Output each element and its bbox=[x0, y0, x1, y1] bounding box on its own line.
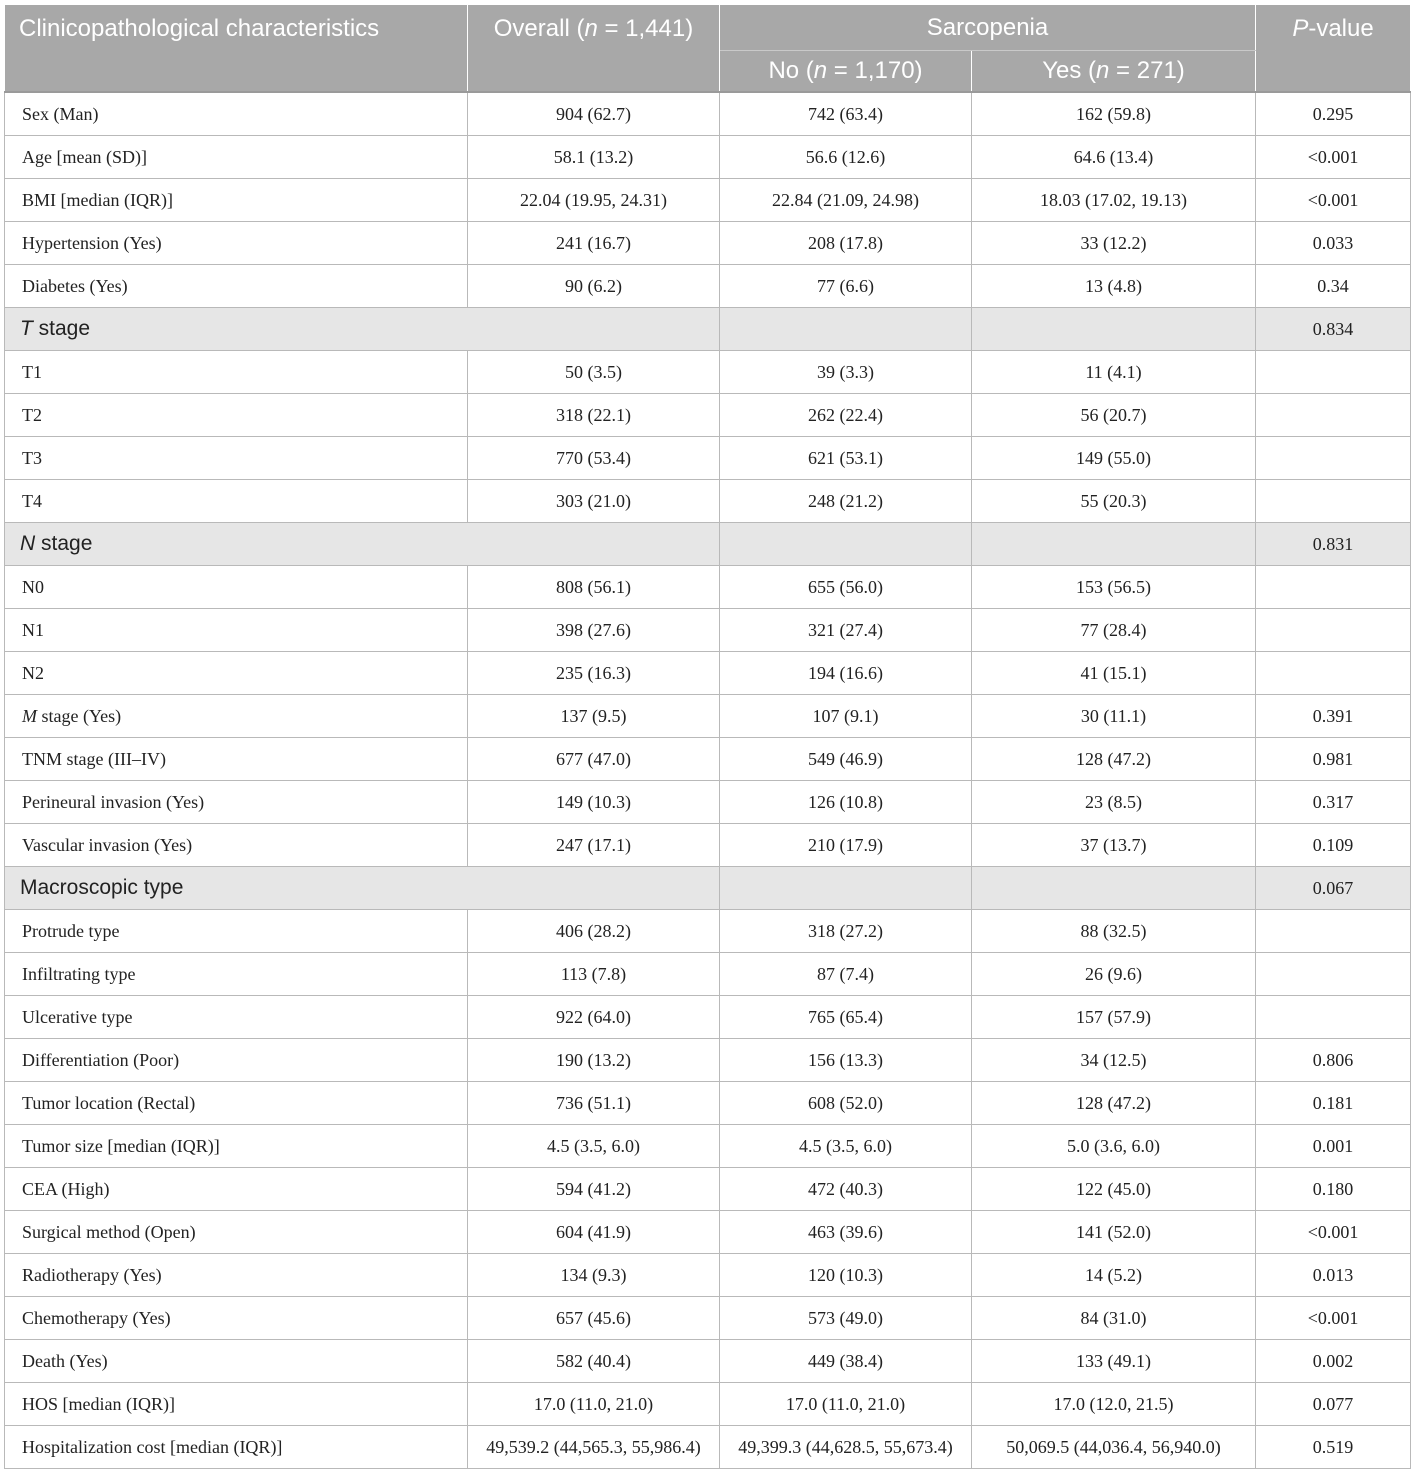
row-label: N2 bbox=[5, 652, 468, 695]
cell-overall: 594 (41.2) bbox=[468, 1168, 720, 1211]
row-label: Hypertension (Yes) bbox=[5, 222, 468, 265]
table-row bbox=[5, 265, 1411, 308]
cell-no: 107 (9.1) bbox=[720, 695, 972, 738]
cell-overall: 303 (21.0) bbox=[468, 480, 720, 523]
cell-no: 87 (7.4) bbox=[720, 953, 972, 996]
cell-overall: 770 (53.4) bbox=[468, 437, 720, 480]
table-row bbox=[5, 1211, 1411, 1254]
header-sarcopenia: Sarcopenia bbox=[720, 5, 1256, 51]
row-label: N0 bbox=[5, 566, 468, 609]
characteristics-table bbox=[4, 4, 1411, 1469]
row-label: Tumor size [median (IQR)] bbox=[5, 1125, 468, 1168]
cell-yes: 13 (4.8) bbox=[972, 265, 1256, 308]
cell-yes: 18.03 (17.02, 19.13) bbox=[972, 179, 1256, 222]
cell-yes: 122 (45.0) bbox=[972, 1168, 1256, 1211]
table-row bbox=[5, 1383, 1411, 1426]
cell-yes: 33 (12.2) bbox=[972, 222, 1256, 265]
header-sarcopenia-no: No (n = 1,170) bbox=[720, 51, 972, 93]
cell-no: 17.0 (11.0, 21.0) bbox=[720, 1383, 972, 1426]
row-label: Infiltrating type bbox=[5, 953, 468, 996]
cell-overall: 4.5 (3.5, 6.0) bbox=[468, 1125, 720, 1168]
cell-yes: 55 (20.3) bbox=[972, 480, 1256, 523]
cell-p-value bbox=[1256, 566, 1411, 609]
row-label: Ulcerative type bbox=[5, 996, 468, 1039]
empty-cell bbox=[972, 867, 1256, 910]
header-sarcopenia-yes: Yes (n = 271) bbox=[972, 51, 1256, 93]
cell-yes: 128 (47.2) bbox=[972, 1082, 1256, 1125]
section-row bbox=[5, 867, 1411, 910]
cell-p-value: 0.077 bbox=[1256, 1383, 1411, 1426]
table-row bbox=[5, 222, 1411, 265]
cell-yes: 5.0 (3.6, 6.0) bbox=[972, 1125, 1256, 1168]
cell-no: 208 (17.8) bbox=[720, 222, 972, 265]
cell-p-value: 0.109 bbox=[1256, 824, 1411, 867]
row-label: BMI [median (IQR)] bbox=[5, 179, 468, 222]
cell-yes: 157 (57.9) bbox=[972, 996, 1256, 1039]
row-label: Age [mean (SD)] bbox=[5, 136, 468, 179]
cell-overall: 113 (7.8) bbox=[468, 953, 720, 996]
cell-no: 463 (39.6) bbox=[720, 1211, 972, 1254]
table-row bbox=[5, 351, 1411, 394]
row-label: Death (Yes) bbox=[5, 1340, 468, 1383]
cell-p-value bbox=[1256, 652, 1411, 695]
cell-overall: 398 (27.6) bbox=[468, 609, 720, 652]
header-characteristics: Clinicopathological characteristics bbox=[5, 5, 468, 93]
cell-p-value bbox=[1256, 351, 1411, 394]
row-label: T2 bbox=[5, 394, 468, 437]
table-row bbox=[5, 738, 1411, 781]
cell-p-value: 0.391 bbox=[1256, 695, 1411, 738]
empty-cell bbox=[972, 523, 1256, 566]
empty-cell bbox=[972, 308, 1256, 351]
cell-overall: 241 (16.7) bbox=[468, 222, 720, 265]
cell-no: 56.6 (12.6) bbox=[720, 136, 972, 179]
empty-cell bbox=[720, 308, 972, 351]
cell-no: 126 (10.8) bbox=[720, 781, 972, 824]
cell-overall: 137 (9.5) bbox=[468, 695, 720, 738]
cell-no: 765 (65.4) bbox=[720, 996, 972, 1039]
cell-p-value bbox=[1256, 910, 1411, 953]
table-row bbox=[5, 781, 1411, 824]
cell-no: 621 (53.1) bbox=[720, 437, 972, 480]
cell-no: 549 (46.9) bbox=[720, 738, 972, 781]
cell-p-value bbox=[1256, 394, 1411, 437]
row-label: T1 bbox=[5, 351, 468, 394]
section-row bbox=[5, 523, 1411, 566]
cell-p-value bbox=[1256, 953, 1411, 996]
row-label: Tumor location (Rectal) bbox=[5, 1082, 468, 1125]
table-row bbox=[5, 1297, 1411, 1340]
cell-overall: 318 (22.1) bbox=[468, 394, 720, 437]
header-overall: Overall (n = 1,441) bbox=[468, 5, 720, 93]
cell-p-value: 0.295 bbox=[1256, 92, 1411, 136]
table-row bbox=[5, 394, 1411, 437]
table-row bbox=[5, 1254, 1411, 1297]
section-label: Macroscopic type bbox=[5, 867, 720, 910]
cell-no: 472 (40.3) bbox=[720, 1168, 972, 1211]
cell-overall: 90 (6.2) bbox=[468, 265, 720, 308]
section-row bbox=[5, 308, 1411, 351]
header-p-value: P-value bbox=[1256, 5, 1411, 93]
cell-yes: 84 (31.0) bbox=[972, 1297, 1256, 1340]
cell-yes: 41 (15.1) bbox=[972, 652, 1256, 695]
cell-no: 248 (21.2) bbox=[720, 480, 972, 523]
cell-no: 210 (17.9) bbox=[720, 824, 972, 867]
empty-cell bbox=[720, 867, 972, 910]
cell-p-value: 0.317 bbox=[1256, 781, 1411, 824]
cell-yes: 50,069.5 (44,036.4, 56,940.0) bbox=[972, 1426, 1256, 1469]
row-label: M stage (Yes) bbox=[5, 695, 468, 738]
table-row bbox=[5, 92, 1411, 136]
cell-p-value: 0.180 bbox=[1256, 1168, 1411, 1211]
row-label: Surgical method (Open) bbox=[5, 1211, 468, 1254]
cell-overall: 235 (16.3) bbox=[468, 652, 720, 695]
table-row bbox=[5, 1125, 1411, 1168]
section-label: N stage bbox=[5, 523, 720, 566]
table-row bbox=[5, 480, 1411, 523]
cell-p-value: 0.181 bbox=[1256, 1082, 1411, 1125]
row-label: T3 bbox=[5, 437, 468, 480]
table-row bbox=[5, 953, 1411, 996]
cell-yes: 162 (59.8) bbox=[972, 92, 1256, 136]
table-body bbox=[5, 92, 1411, 1469]
cell-p-value: 0.001 bbox=[1256, 1125, 1411, 1168]
cell-no: 742 (63.4) bbox=[720, 92, 972, 136]
row-label: Hospitalization cost [median (IQR)] bbox=[5, 1426, 468, 1469]
cell-yes: 133 (49.1) bbox=[972, 1340, 1256, 1383]
cell-no: 120 (10.3) bbox=[720, 1254, 972, 1297]
cell-overall: 582 (40.4) bbox=[468, 1340, 720, 1383]
cell-no: 655 (56.0) bbox=[720, 566, 972, 609]
row-label: Diabetes (Yes) bbox=[5, 265, 468, 308]
cell-p-value: 0.834 bbox=[1256, 308, 1411, 351]
cell-p-value: 0.033 bbox=[1256, 222, 1411, 265]
cell-no: 22.84 (21.09, 24.98) bbox=[720, 179, 972, 222]
table-row bbox=[5, 824, 1411, 867]
cell-overall: 736 (51.1) bbox=[468, 1082, 720, 1125]
cell-overall: 190 (13.2) bbox=[468, 1039, 720, 1082]
cell-no: 608 (52.0) bbox=[720, 1082, 972, 1125]
cell-overall: 657 (45.6) bbox=[468, 1297, 720, 1340]
cell-no: 49,399.3 (44,628.5, 55,673.4) bbox=[720, 1426, 972, 1469]
cell-no: 318 (27.2) bbox=[720, 910, 972, 953]
cell-yes: 141 (52.0) bbox=[972, 1211, 1256, 1254]
cell-p-value: <0.001 bbox=[1256, 1211, 1411, 1254]
cell-no: 156 (13.3) bbox=[720, 1039, 972, 1082]
cell-overall: 904 (62.7) bbox=[468, 92, 720, 136]
table-row bbox=[5, 1082, 1411, 1125]
section-label: T stage bbox=[5, 308, 720, 351]
row-label: HOS [median (IQR)] bbox=[5, 1383, 468, 1426]
cell-p-value bbox=[1256, 609, 1411, 652]
table-row bbox=[5, 1168, 1411, 1211]
table-row bbox=[5, 652, 1411, 695]
cell-yes: 149 (55.0) bbox=[972, 437, 1256, 480]
cell-yes: 153 (56.5) bbox=[972, 566, 1256, 609]
cell-p-value: <0.001 bbox=[1256, 136, 1411, 179]
table-row bbox=[5, 695, 1411, 738]
cell-overall: 17.0 (11.0, 21.0) bbox=[468, 1383, 720, 1426]
cell-overall: 922 (64.0) bbox=[468, 996, 720, 1039]
table-row bbox=[5, 1039, 1411, 1082]
table-row bbox=[5, 1340, 1411, 1383]
cell-yes: 14 (5.2) bbox=[972, 1254, 1256, 1297]
cell-overall: 50 (3.5) bbox=[468, 351, 720, 394]
cell-yes: 128 (47.2) bbox=[972, 738, 1256, 781]
cell-no: 449 (38.4) bbox=[720, 1340, 972, 1383]
table-row bbox=[5, 136, 1411, 179]
cell-overall: 134 (9.3) bbox=[468, 1254, 720, 1297]
table-header bbox=[5, 5, 1411, 93]
table-row bbox=[5, 566, 1411, 609]
cell-no: 321 (27.4) bbox=[720, 609, 972, 652]
cell-p-value: 0.831 bbox=[1256, 523, 1411, 566]
cell-no: 573 (49.0) bbox=[720, 1297, 972, 1340]
cell-overall: 22.04 (19.95, 24.31) bbox=[468, 179, 720, 222]
cell-p-value: 0.013 bbox=[1256, 1254, 1411, 1297]
row-label: Vascular invasion (Yes) bbox=[5, 824, 468, 867]
cell-p-value: 0.519 bbox=[1256, 1426, 1411, 1469]
cell-no: 4.5 (3.5, 6.0) bbox=[720, 1125, 972, 1168]
cell-yes: 56 (20.7) bbox=[972, 394, 1256, 437]
cell-yes: 37 (13.7) bbox=[972, 824, 1256, 867]
row-label: Perineural invasion (Yes) bbox=[5, 781, 468, 824]
cell-yes: 23 (8.5) bbox=[972, 781, 1256, 824]
cell-yes: 34 (12.5) bbox=[972, 1039, 1256, 1082]
row-label: T4 bbox=[5, 480, 468, 523]
cell-p-value bbox=[1256, 437, 1411, 480]
cell-p-value: 0.981 bbox=[1256, 738, 1411, 781]
cell-overall: 406 (28.2) bbox=[468, 910, 720, 953]
row-label: CEA (High) bbox=[5, 1168, 468, 1211]
cell-yes: 64.6 (13.4) bbox=[972, 136, 1256, 179]
empty-cell bbox=[720, 523, 972, 566]
cell-yes: 77 (28.4) bbox=[972, 609, 1256, 652]
cell-overall: 149 (10.3) bbox=[468, 781, 720, 824]
cell-yes: 17.0 (12.0, 21.5) bbox=[972, 1383, 1256, 1426]
table-row bbox=[5, 1426, 1411, 1469]
table-row bbox=[5, 179, 1411, 222]
cell-overall: 677 (47.0) bbox=[468, 738, 720, 781]
row-label: Protrude type bbox=[5, 910, 468, 953]
row-label: Sex (Man) bbox=[5, 92, 468, 136]
table-row bbox=[5, 437, 1411, 480]
cell-p-value: <0.001 bbox=[1256, 1297, 1411, 1340]
cell-p-value: 0.34 bbox=[1256, 265, 1411, 308]
cell-p-value: 0.067 bbox=[1256, 867, 1411, 910]
cell-no: 194 (16.6) bbox=[720, 652, 972, 695]
cell-no: 39 (3.3) bbox=[720, 351, 972, 394]
cell-yes: 11 (4.1) bbox=[972, 351, 1256, 394]
cell-overall: 49,539.2 (44,565.3, 55,986.4) bbox=[468, 1426, 720, 1469]
cell-no: 262 (22.4) bbox=[720, 394, 972, 437]
cell-overall: 58.1 (13.2) bbox=[468, 136, 720, 179]
row-label: N1 bbox=[5, 609, 468, 652]
row-label: Differentiation (Poor) bbox=[5, 1039, 468, 1082]
cell-yes: 30 (11.1) bbox=[972, 695, 1256, 738]
row-label: TNM stage (III–IV) bbox=[5, 738, 468, 781]
row-label: Chemotherapy (Yes) bbox=[5, 1297, 468, 1340]
cell-p-value: 0.002 bbox=[1256, 1340, 1411, 1383]
cell-p-value bbox=[1256, 996, 1411, 1039]
cell-yes: 88 (32.5) bbox=[972, 910, 1256, 953]
table-row bbox=[5, 609, 1411, 652]
row-label: Radiotherapy (Yes) bbox=[5, 1254, 468, 1297]
cell-p-value: <0.001 bbox=[1256, 179, 1411, 222]
cell-overall: 604 (41.9) bbox=[468, 1211, 720, 1254]
cell-overall: 247 (17.1) bbox=[468, 824, 720, 867]
cell-p-value: 0.806 bbox=[1256, 1039, 1411, 1082]
table-row bbox=[5, 996, 1411, 1039]
cell-yes: 26 (9.6) bbox=[972, 953, 1256, 996]
cell-overall: 808 (56.1) bbox=[468, 566, 720, 609]
cell-no: 77 (6.6) bbox=[720, 265, 972, 308]
cell-p-value bbox=[1256, 480, 1411, 523]
table-row bbox=[5, 910, 1411, 953]
